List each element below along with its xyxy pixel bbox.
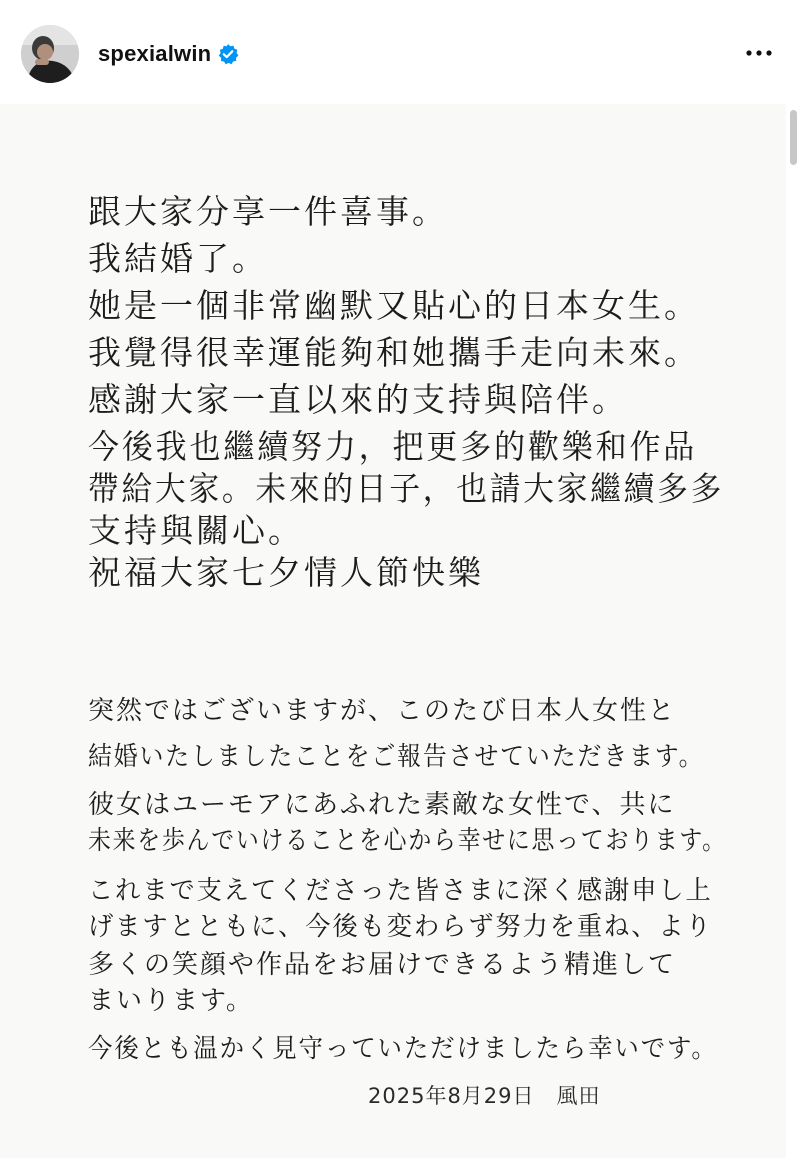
letter-line-jp-6: げますとともに、今後も変わらず努力を重ね、より (88, 912, 713, 942)
letter-line-zh-6: 今後我也繼續努力，把更多的歡樂和作品 (88, 427, 698, 466)
letter-line-jp-7: 多くの笑顔や作品をお届けできるよう精進して (88, 950, 677, 980)
letter-line-jp-5: これまで支えてくださった皆さまに深く感謝申し上 (88, 876, 713, 906)
handwritten-letter (0, 104, 786, 1158)
username-row (98, 38, 239, 70)
letter-line-jp-4: 未来を歩んでいけることを心から幸せに思っております。 (88, 826, 727, 856)
scrollbar-thumb[interactable] (790, 110, 797, 165)
letter-line-jp-2: 結婚いたしましたことをご報告させていただきます。 (88, 742, 705, 772)
letter-line-jp-3: 彼女はユーモアにあふれた素敵な女性で、共に (88, 790, 676, 820)
username[interactable]: spexialwin (98, 41, 212, 66)
letter-signature: 2025年8月29日 風田 (368, 1084, 601, 1108)
scrollbar[interactable] (786, 104, 800, 1158)
letter-line-zh-5: 感謝大家一直以來的支持與陪伴。 (88, 380, 628, 419)
letter-line-jp-9: 今後とも温かく見守っていただけましたら幸いです。 (88, 1034, 718, 1064)
avatar-image (21, 25, 79, 83)
letter-line-zh-1: 跟大家分享一件喜事。 (88, 192, 448, 231)
verified-badge-icon (217, 43, 239, 65)
letter-line-zh-4: 我覺得很幸運能夠和她攜手走向未來。 (88, 333, 700, 372)
letter-line-zh-9: 祝福大家七夕情人節快樂 (88, 553, 484, 592)
post-header (0, 0, 800, 105)
letter-line-zh-3: 她是一個非常幽默又貼心的日本女生。 (88, 286, 700, 325)
letter-line-zh-2: 我結婚了。 (88, 239, 268, 278)
more-options-icon[interactable] (742, 38, 776, 68)
letter-line-zh-7: 帶給大家。未來的日子，也請大家繼續多多 (88, 469, 725, 508)
letter-line-jp-8: まいります。 (88, 986, 254, 1016)
letter-line-zh-8: 支持與關心。 (88, 511, 304, 550)
letter-line-jp-1: 突然ではございますが、このたび日本人女性と (88, 696, 677, 726)
avatar[interactable] (21, 25, 79, 83)
